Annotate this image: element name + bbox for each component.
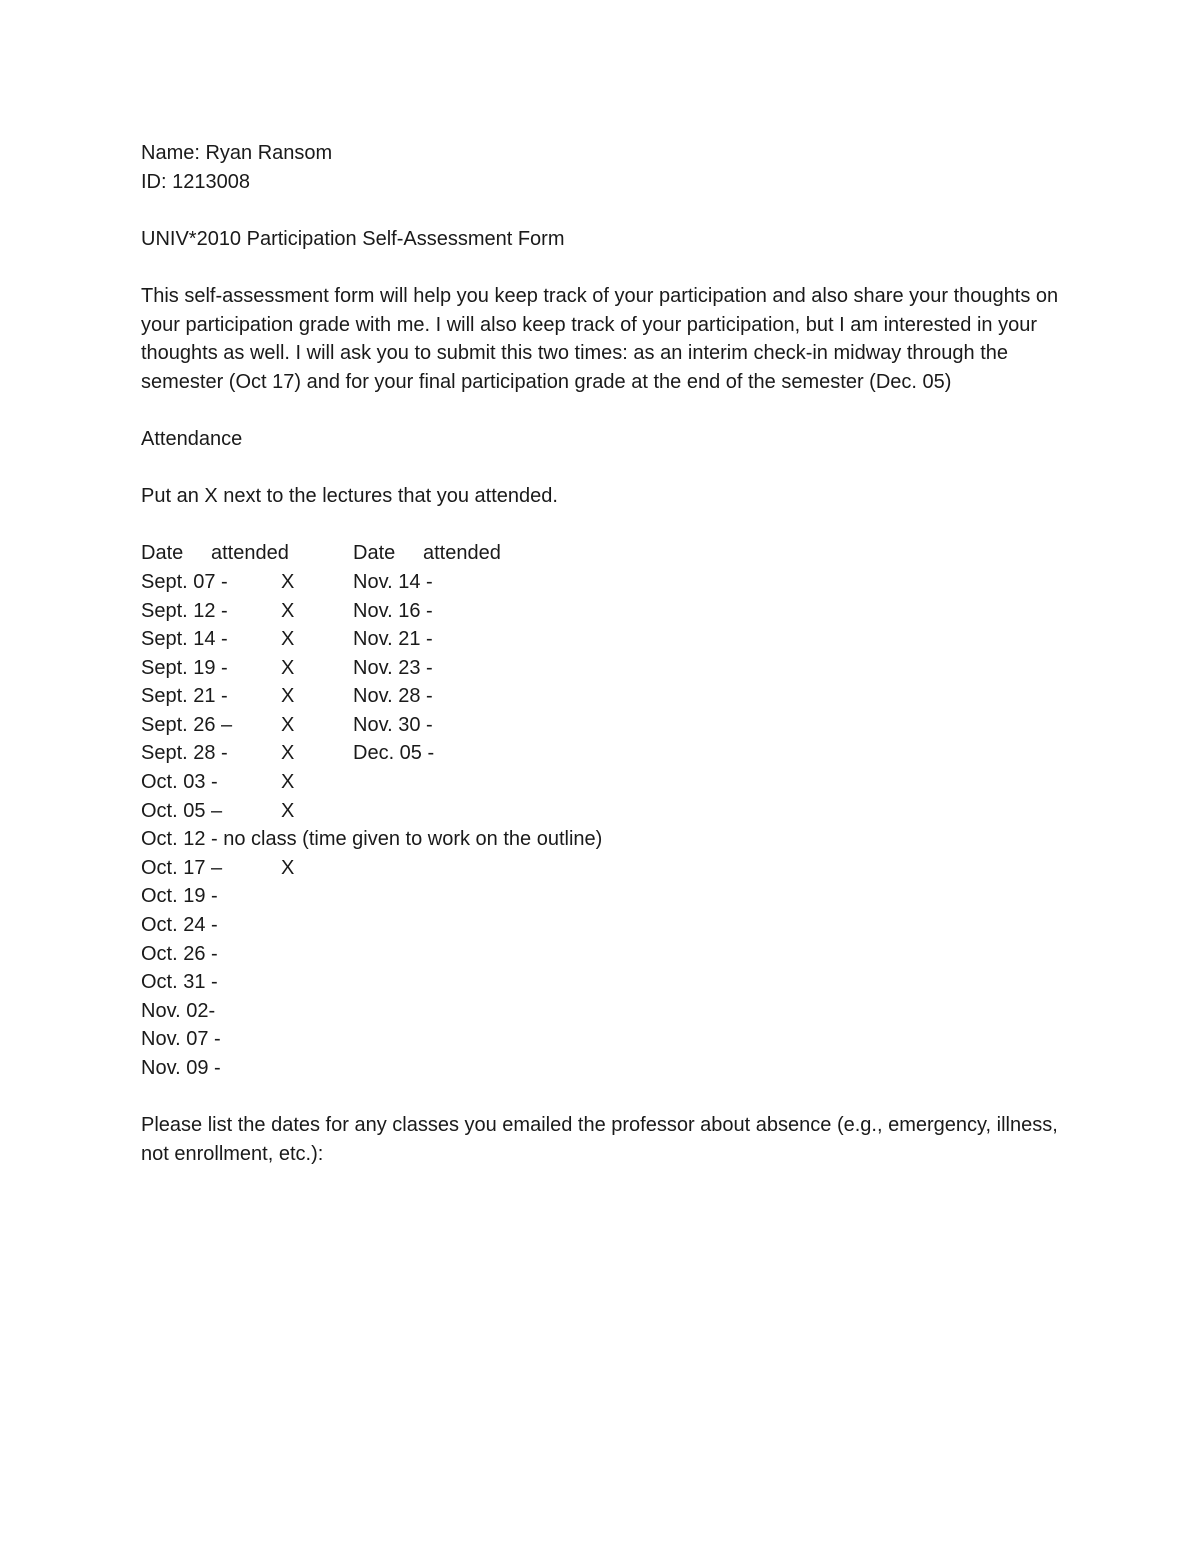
attendance-row — [141, 625, 1081, 654]
lecture-date-left: Oct. 05 – — [141, 799, 223, 822]
lecture-date-right: Nov. 23 - — [353, 656, 433, 679]
lecture-date-left: Oct. 17 – — [141, 856, 223, 879]
spacer — [141, 454, 1081, 483]
lecture-date-left: Nov. 09 - — [141, 1057, 221, 1079]
attendance-row — [141, 568, 1081, 597]
form-content — [141, 139, 1081, 1168]
attendance-row — [141, 1054, 1081, 1083]
attendance-row — [141, 997, 1081, 1026]
column-header-attended-right: attended — [423, 542, 501, 565]
attendance-row — [141, 940, 1081, 969]
no-class-note: Oct. 12 - no class (time given to work on the outline) — [141, 828, 603, 851]
column-header-attended-left: attended — [211, 542, 289, 565]
lecture-date-right: Nov. 16 - — [353, 599, 433, 622]
lecture-date-left: Oct. 24 - — [141, 914, 218, 937]
absence-prompt: Please list the dates for any classes you emailed the professor about absence (e.g., emergency, illness, not enrollment, etc.): — [141, 1114, 1058, 1165]
lecture-date-right: Dec. 05 - — [353, 742, 435, 765]
attendance-row — [141, 739, 1081, 768]
lecture-date-left: Oct. 31 - — [141, 971, 218, 994]
column-header-date-right: Date — [353, 542, 396, 565]
student-id: ID: 1213008 — [141, 170, 250, 193]
attendance-row — [141, 911, 1081, 940]
lecture-date-left: Nov. 02- — [141, 999, 216, 1022]
spacer — [141, 1083, 1081, 1112]
attended-mark: X — [281, 742, 295, 765]
lecture-date-right: Nov. 28 - — [353, 685, 433, 708]
attendance-row — [141, 711, 1081, 740]
lecture-date-left: Oct. 19 - — [141, 885, 218, 908]
attended-mark: X — [281, 599, 295, 622]
attended-mark: X — [281, 856, 295, 879]
attendance-row — [141, 654, 1081, 683]
attended-mark: X — [281, 656, 295, 679]
attendance-row — [141, 854, 1081, 883]
attendance-rows-after — [141, 854, 1081, 1083]
spacer — [141, 253, 1081, 282]
spacer — [141, 196, 1081, 225]
student-name: Name: Ryan Ransom — [141, 142, 333, 164]
lecture-date-right: Nov. 30 - — [353, 713, 433, 736]
lecture-date-left: Nov. 07 - — [141, 1028, 221, 1051]
form-title: UNIV*2010 Participation Self-Assessment Form — [141, 227, 565, 250]
attendance-row — [141, 1025, 1081, 1054]
attendance-row — [141, 768, 1081, 797]
lecture-date-left: Sept. 19 - — [141, 656, 228, 679]
attendance-rows — [141, 568, 1081, 825]
attended-mark: X — [281, 799, 295, 822]
attendance-instruction: Put an X next to the lectures that you attended. — [141, 485, 558, 508]
spacer — [141, 511, 1081, 540]
lecture-date-left: Oct. 03 - — [141, 771, 218, 794]
attended-mark: X — [281, 570, 295, 593]
intro-paragraph: This self-assessment form will help you keep track of your participation and also share your thoughts on your participation grade with me. I will also keep track of your participation, but I am interested in your thoughts as well. I will ask you to submit this two times: as an interim check-in midway through the semester (Oct 17) and for your final participation grade at the end of the semester (Dec. 05) — [141, 284, 1059, 393]
column-header-date-left: Date — [141, 542, 184, 565]
attendance-row — [141, 797, 1081, 826]
attendance-heading: Attendance — [141, 427, 243, 450]
lecture-date-left: Sept. 07 - — [141, 570, 228, 593]
attendance-row — [141, 882, 1081, 911]
attendance-row — [141, 968, 1081, 997]
attendance-header-row — [141, 539, 1081, 568]
attendance-row — [141, 682, 1081, 711]
lecture-date-left: Oct. 26 - — [141, 942, 218, 965]
attended-mark: X — [281, 771, 295, 794]
lecture-date-left: Sept. 14 - — [141, 628, 228, 651]
spacer — [141, 396, 1081, 425]
attendance-row — [141, 597, 1081, 626]
attended-mark: X — [281, 628, 295, 651]
lecture-date-left: Sept. 26 – — [141, 713, 233, 736]
lecture-date-right: Nov. 14 - — [353, 570, 433, 593]
lecture-date-left: Sept. 12 - — [141, 599, 228, 622]
attended-mark: X — [281, 685, 295, 708]
lecture-date-left: Sept. 28 - — [141, 742, 228, 765]
attended-mark: X — [281, 713, 295, 736]
lecture-date-left: Sept. 21 - — [141, 685, 228, 708]
lecture-date-right: Nov. 21 - — [353, 628, 433, 651]
